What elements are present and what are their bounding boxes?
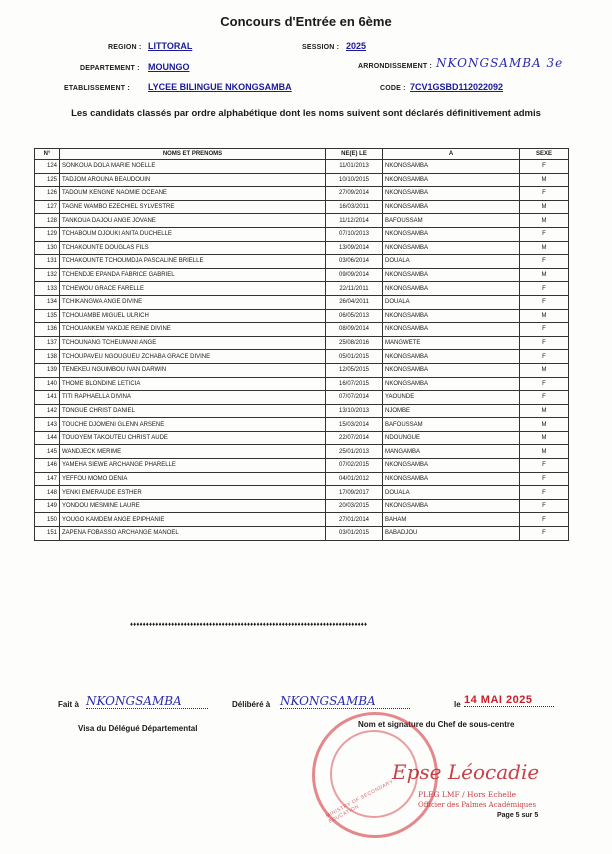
delibere-label: Délibéré à <box>232 700 271 709</box>
cell-sex: M <box>520 445 569 459</box>
cell-sex: M <box>520 363 569 377</box>
table-row <box>35 227 569 241</box>
col-date: NE(E) LE <box>326 149 383 160</box>
cell-name: THOME BLONDINE LETICIA <box>60 377 326 391</box>
cell-sex: F <box>520 499 569 513</box>
cell-place: NKONGSAMBA <box>383 459 520 473</box>
cell-name: YOUGO KAMDEM ANGE EPIPHANIE <box>60 513 326 527</box>
cell-name: TCHOUANKEM YAKDJE REINE DIVINE <box>60 323 326 337</box>
cell-date: 22/11/2011 <box>326 282 383 296</box>
table-row <box>35 336 569 350</box>
cell-date: 17/09/2017 <box>326 486 383 500</box>
cell-name: SONKOUA DOLA MARIE NOELLE <box>60 160 326 174</box>
cell-date: 25/01/2013 <box>326 445 383 459</box>
cell-num: 128 <box>35 214 60 228</box>
cell-date: 13/09/2014 <box>326 241 383 255</box>
cell-date: 25/08/2016 <box>326 336 383 350</box>
session-value: 2025 <box>346 41 367 51</box>
table-body <box>35 160 569 541</box>
cell-place: DOUALA <box>383 255 520 269</box>
cell-place: NKONGSAMBA <box>383 268 520 282</box>
cell-num: 145 <box>35 445 60 459</box>
table-row <box>35 377 569 391</box>
cell-date: 12/05/2015 <box>326 363 383 377</box>
cell-place: DOUALA <box>383 295 520 309</box>
cell-num: 136 <box>35 323 60 337</box>
stamp-text: MINISTRY OF SECONDARY EDUCATION <box>325 778 395 825</box>
table-row <box>35 214 569 228</box>
cell-date: 04/01/2012 <box>326 472 383 486</box>
cell-place: DOUALA <box>383 486 520 500</box>
cell-num: 143 <box>35 418 60 432</box>
cell-name: WANDJECK MERIME <box>60 445 326 459</box>
cell-num: 132 <box>35 268 60 282</box>
cell-date: 27/09/2014 <box>326 187 383 201</box>
visa-label: Visa du Délégué Départemental <box>78 724 198 733</box>
table-row <box>35 200 569 214</box>
table-row <box>35 486 569 500</box>
cell-place: NKONGSAMBA <box>383 499 520 513</box>
cell-num: 131 <box>35 255 60 269</box>
cell-date: 16/03/2011 <box>326 200 383 214</box>
cell-num: 148 <box>35 486 60 500</box>
cell-name: TCHOUPAVEU NGOUGUEU ZCHABA GRACE DIVINE <box>60 350 326 364</box>
cell-name: TCHEWOU GRACE FARELLE <box>60 282 326 296</box>
table-row <box>35 404 569 418</box>
cell-date: 13/10/2013 <box>326 404 383 418</box>
table-row <box>35 445 569 459</box>
cell-sex: F <box>520 350 569 364</box>
cell-name: TCHABOUM DJOUKI ANITA DUCHELLE <box>60 227 326 241</box>
arrondissement-label: ARRONDISSEMENT : <box>358 63 432 70</box>
cell-num: 150 <box>35 513 60 527</box>
cell-date: 07/02/2015 <box>326 459 383 473</box>
cell-date: 07/07/2014 <box>326 391 383 405</box>
cell-place: NKONGSAMBA <box>383 173 520 187</box>
cell-num: 129 <box>35 227 60 241</box>
table-row <box>35 268 569 282</box>
table-header-row <box>35 149 569 160</box>
cell-name: TCHAKOUNTE TCHOUMDJA PASCALINE BRIELLE <box>60 255 326 269</box>
cell-sex: F <box>520 187 569 201</box>
page-title: Concours d'Entrée en 6ème <box>220 14 392 29</box>
cell-sex: F <box>520 459 569 473</box>
table-row <box>35 350 569 364</box>
cell-name: TOUOYEM TAKOUTEU CHRIST AUDE <box>60 431 326 445</box>
code-value: 7CV1GSBD112022092 <box>410 82 504 92</box>
code-label: CODE : <box>380 85 406 92</box>
cell-name: TANKOUA DAJOU ANGE JOVANE <box>60 214 326 228</box>
cell-place: NDOUNGUE <box>383 431 520 445</box>
cell-name: TAGNE WAMBO EZECHIEL SYLVESTRE <box>60 200 326 214</box>
cell-sex: F <box>520 527 569 541</box>
cell-num: 146 <box>35 459 60 473</box>
cell-num: 127 <box>35 200 60 214</box>
table-row <box>35 160 569 174</box>
cell-name: TCHOUNANG TCHEUMANI ANGE <box>60 336 326 350</box>
cell-num: 141 <box>35 391 60 405</box>
cell-sex: M <box>520 214 569 228</box>
cell-sex: M <box>520 418 569 432</box>
cell-sex: M <box>520 268 569 282</box>
cell-sex: F <box>520 377 569 391</box>
cell-date: 06/05/2013 <box>326 309 383 323</box>
cell-name: TOUCHE DJOMENI GLENN ARSENE <box>60 418 326 432</box>
cell-num: 126 <box>35 187 60 201</box>
table-row <box>35 173 569 187</box>
table-row <box>35 241 569 255</box>
cell-sex: F <box>520 227 569 241</box>
table-row <box>35 363 569 377</box>
departement-value: MOUNGO <box>148 62 190 72</box>
table-row <box>35 472 569 486</box>
table-row <box>35 513 569 527</box>
cell-name: TITI RAPHAELLA DIVINA <box>60 391 326 405</box>
col-sex: SEXE <box>520 149 569 160</box>
separator-line: ♦♦♦♦♦♦♦♦♦♦♦♦♦♦♦♦♦♦♦♦♦♦♦♦♦♦♦♦♦♦♦♦♦♦♦♦♦♦♦♦♦♦♦♦♦♦♦♦♦♦♦♦♦♦♦♦♦♦♦♦♦♦♦♦♦♦♦♦♦♦♦♦♦♦♦ <box>130 622 368 628</box>
cell-place: MANGWETE <box>383 336 520 350</box>
table-row <box>35 255 569 269</box>
cell-name: TCHIKANGWA ANGE DIVINE <box>60 295 326 309</box>
cell-name: TONGUE CHRIST DANIEL <box>60 404 326 418</box>
cell-num: 139 <box>35 363 60 377</box>
region-value: LITTORAL <box>148 41 193 51</box>
le-label: le <box>454 700 461 709</box>
table-row <box>35 527 569 541</box>
cell-name: TCHAKOUNTE DOUGLAS FILS <box>60 241 326 255</box>
cell-place: NKONGSAMBA <box>383 187 520 201</box>
cell-name: YENKI EMERAUDE ESTHER <box>60 486 326 500</box>
cell-date: 03/01/2015 <box>326 527 383 541</box>
cell-num: 144 <box>35 431 60 445</box>
fait-value: NKONGSAMBA <box>86 694 208 709</box>
etablissement-value: LYCEE BILINGUE NKONGSAMBA <box>148 82 292 92</box>
cell-sex: M <box>520 404 569 418</box>
table-row <box>35 282 569 296</box>
cell-place: NKONGSAMBA <box>383 282 520 296</box>
cell-sex: F <box>520 295 569 309</box>
cell-num: 142 <box>35 404 60 418</box>
table-row <box>35 323 569 337</box>
cell-sex: F <box>520 282 569 296</box>
cell-sex: F <box>520 513 569 527</box>
cell-date: 27/01/2014 <box>326 513 383 527</box>
cell-date: 03/06/2014 <box>326 255 383 269</box>
table-row <box>35 499 569 513</box>
table-row <box>35 459 569 473</box>
cell-num: 134 <box>35 295 60 309</box>
cell-num: 130 <box>35 241 60 255</box>
region-label: REGION : <box>108 44 142 51</box>
cell-place: NKONGSAMBA <box>383 350 520 364</box>
cell-num: 125 <box>35 173 60 187</box>
page-number: Page 5 sur 5 <box>497 812 539 819</box>
cell-num: 137 <box>35 336 60 350</box>
col-name: NOMS ET PRENOMS <box>60 149 326 160</box>
cell-num: 133 <box>35 282 60 296</box>
cell-num: 124 <box>35 160 60 174</box>
table-row <box>35 309 569 323</box>
signature-name: Epse Léocadie <box>392 760 540 784</box>
cell-date: 11/01/2013 <box>326 160 383 174</box>
cell-sex: F <box>520 391 569 405</box>
fait-label: Fait à <box>58 700 79 709</box>
admission-statement: Les candidats classés par ordre alphabétique dont les noms suivent sont déclarés définitivement admis <box>71 108 541 119</box>
cell-date: 09/09/2014 <box>326 268 383 282</box>
cell-num: 138 <box>35 350 60 364</box>
cell-place: NKONGSAMBA <box>383 160 520 174</box>
cell-date: 20/03/2015 <box>326 499 383 513</box>
cell-place: BAFOUSSAM <box>383 418 520 432</box>
cell-name: TENEKEU NGUIMBOU IVAN DARWIN <box>60 363 326 377</box>
chef-label: Nom et signature du Chef de sous-centre <box>358 720 515 729</box>
cell-place: NKONGSAMBA <box>383 309 520 323</box>
table-row <box>35 431 569 445</box>
cell-num: 140 <box>35 377 60 391</box>
cell-sex: F <box>520 486 569 500</box>
cell-num: 149 <box>35 499 60 513</box>
cell-date: 07/10/2013 <box>326 227 383 241</box>
cell-date: 05/01/2015 <box>326 350 383 364</box>
cell-sex: M <box>520 309 569 323</box>
cell-place: NKONGSAMBA <box>383 377 520 391</box>
le-value: 14 MAI 2025 <box>464 694 554 707</box>
cell-name: TADJOM AROUNA BEAUDOUIN <box>60 173 326 187</box>
cell-sex: F <box>520 336 569 350</box>
cell-sex: M <box>520 200 569 214</box>
signature-sub2: Officier des Palmes Académiques <box>418 801 537 809</box>
cell-place: NKONGSAMBA <box>383 241 520 255</box>
signature-sub1: PLEG LMF / Hors Echelle <box>418 790 517 799</box>
cell-place: MANGAMBA <box>383 445 520 459</box>
cell-sex: M <box>520 173 569 187</box>
cell-num: 147 <box>35 472 60 486</box>
cell-sex: F <box>520 160 569 174</box>
arrondissement-value: NKONGSAMBA 3e <box>436 56 564 70</box>
cell-date: 22/07/2014 <box>326 431 383 445</box>
cell-place: BABADJOU <box>383 527 520 541</box>
cell-date: 15/03/2014 <box>326 418 383 432</box>
session-label: SESSION : <box>302 44 340 51</box>
cell-date: 16/07/2015 <box>326 377 383 391</box>
delibere-value: NKONGSAMBA <box>280 694 410 709</box>
candidates-table <box>34 148 569 541</box>
cell-name: TCHENDJE EPANDA FABRICE GABRIEL <box>60 268 326 282</box>
table-row <box>35 187 569 201</box>
cell-sex: M <box>520 241 569 255</box>
cell-sex: F <box>520 472 569 486</box>
departement-label: DEPARTEMENT : <box>80 65 140 72</box>
cell-date: 11/12/2014 <box>326 214 383 228</box>
cell-place: NKONGSAMBA <box>383 323 520 337</box>
cell-name: ZAPENA FOBASSO ARCHANGE MANOEL <box>60 527 326 541</box>
col-num: N° <box>35 149 60 160</box>
cell-date: 08/09/2014 <box>326 323 383 337</box>
cell-sex: F <box>520 255 569 269</box>
cell-name: YAMEHA SIEWE ARCHANGE PHARELLE <box>60 459 326 473</box>
cell-num: 135 <box>35 309 60 323</box>
cell-name: TCHOUAMBE MIGUEL ULRICH <box>60 309 326 323</box>
cell-place: NKONGSAMBA <box>383 472 520 486</box>
cell-name: TADOUM KENGNE NAOMIE OCEANE <box>60 187 326 201</box>
etablissement-label: ETABLISSEMENT : <box>64 85 130 92</box>
cell-date: 10/10/2015 <box>326 173 383 187</box>
table-row <box>35 295 569 309</box>
cell-name: YONDOU MESMINE LAURE <box>60 499 326 513</box>
cell-sex: F <box>520 323 569 337</box>
cell-place: NKONGSAMBA <box>383 227 520 241</box>
col-place: A <box>383 149 520 160</box>
cell-sex: M <box>520 431 569 445</box>
cell-place: BAFOUSSAM <box>383 214 520 228</box>
cell-place: YAOUNDE <box>383 391 520 405</box>
cell-place: NKONGSAMBA <box>383 363 520 377</box>
cell-place: BAHAM <box>383 513 520 527</box>
cell-name: YEFFOU MOMO DENIA <box>60 472 326 486</box>
table-row <box>35 418 569 432</box>
cell-date: 26/04/2011 <box>326 295 383 309</box>
cell-place: NJOMBE <box>383 404 520 418</box>
cell-place: NKONGSAMBA <box>383 200 520 214</box>
cell-num: 151 <box>35 527 60 541</box>
table-row <box>35 391 569 405</box>
